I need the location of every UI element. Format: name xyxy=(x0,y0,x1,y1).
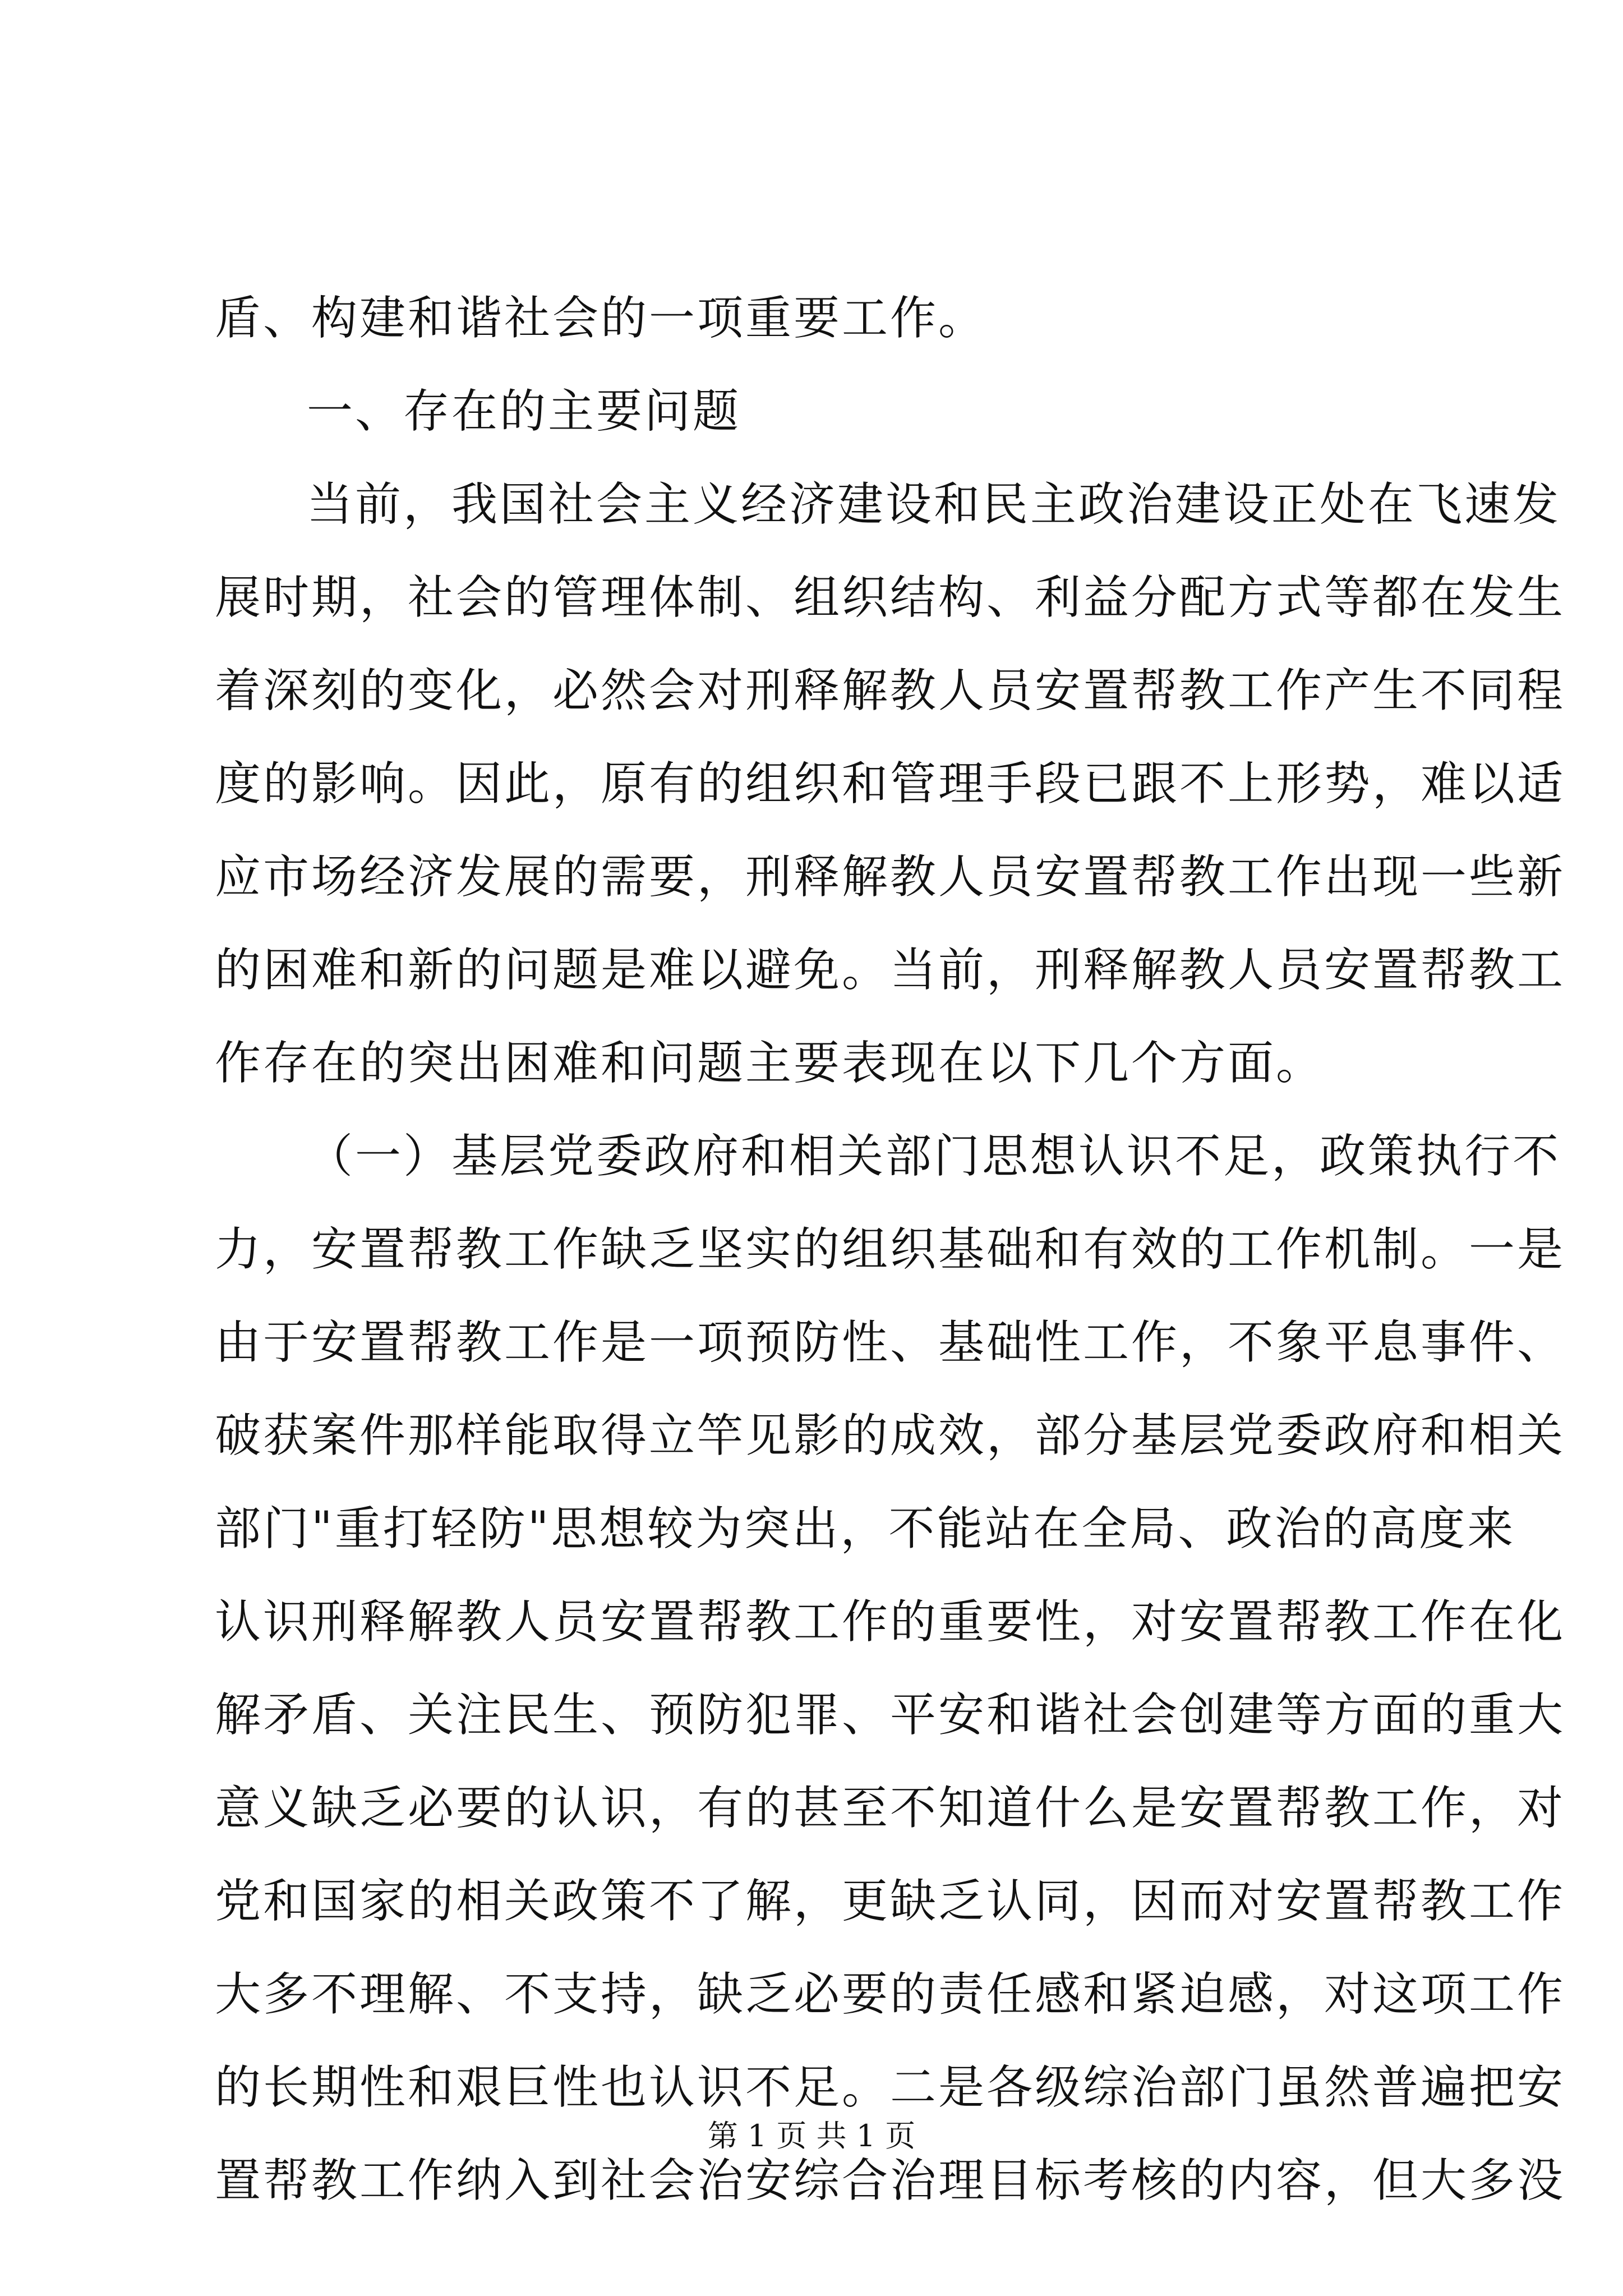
text-line: 力，安置帮教工作缺乏坚实的组织基础和有效的工作机制。一是 xyxy=(215,1223,1566,1276)
text-line: 意义缺乏必要的认识，有的甚至不知道什么是安置帮教工作，对 xyxy=(215,1782,1566,1835)
text-line: 部门"重打轻防"思想较为突出，不能站在全局、政治的高度来 xyxy=(215,1502,1516,1556)
text-line: 着深刻的变化，必然会对刑释解教人员安置帮教工作产生不同程 xyxy=(215,664,1566,717)
document-body xyxy=(215,272,1566,2228)
text-line: 展时期，社会的管理体制、组织结构、利益分配方式等都在发生 xyxy=(215,571,1566,624)
text-line: 破获案件那样能取得立竿见影的成效，部分基层党委政府和相关 xyxy=(215,1409,1566,1462)
text-line: 的长期性和艰巨性也认识不足。二是各级综治部门虽然普遍把安 xyxy=(215,2061,1566,2114)
text-line: 的困难和新的问题是难以避免。当前，刑释解教人员安置帮教工 xyxy=(215,944,1566,997)
text-line: 作存在的突出困难和问题主要表现在以下几个方面。 xyxy=(215,1037,1325,1090)
text-line: 应市场经济发展的需要，刑释解教人员安置帮教工作出现一些新 xyxy=(215,850,1566,904)
subsection-heading-line: （一）基层党委政府和相关部门思想认识不足，政策执行不 xyxy=(307,1130,1561,1183)
text-line: 党和国家的相关政策不了解，更缺乏认同，因而对安置帮教工作 xyxy=(215,1875,1566,1928)
section-heading: 一、存在的主要问题 xyxy=(307,385,741,438)
text-line: 认识刑释解教人员安置帮教工作的重要性，对安置帮教工作在化 xyxy=(215,1595,1566,1649)
page-number-footer: 第 1 页 共 1 页 xyxy=(707,2118,916,2154)
text-line: 置帮教工作纳入到社会治安综合治理目标考核的内容，但大多没 xyxy=(215,2154,1566,2207)
text-line: 度的影响。因此，原有的组织和管理手段已跟不上形势，难以适 xyxy=(215,757,1566,811)
text-line: 大多不理解、不支持，缺乏必要的责任感和紧迫感，对这项工作 xyxy=(215,1968,1566,2021)
text-line: 解矛盾、关注民生、预防犯罪、平安和谐社会创建等方面的重大 xyxy=(215,1688,1566,1742)
paragraph-start-line: 当前，我国社会主义经济建设和民主政治建设正处在飞速发 xyxy=(307,478,1561,531)
text-line: 盾、构建和谐社会的一项重要工作。 xyxy=(215,292,987,345)
text-line: 由于安置帮教工作是一项预防性、基础性工作，不象平息事件、 xyxy=(215,1316,1566,1369)
